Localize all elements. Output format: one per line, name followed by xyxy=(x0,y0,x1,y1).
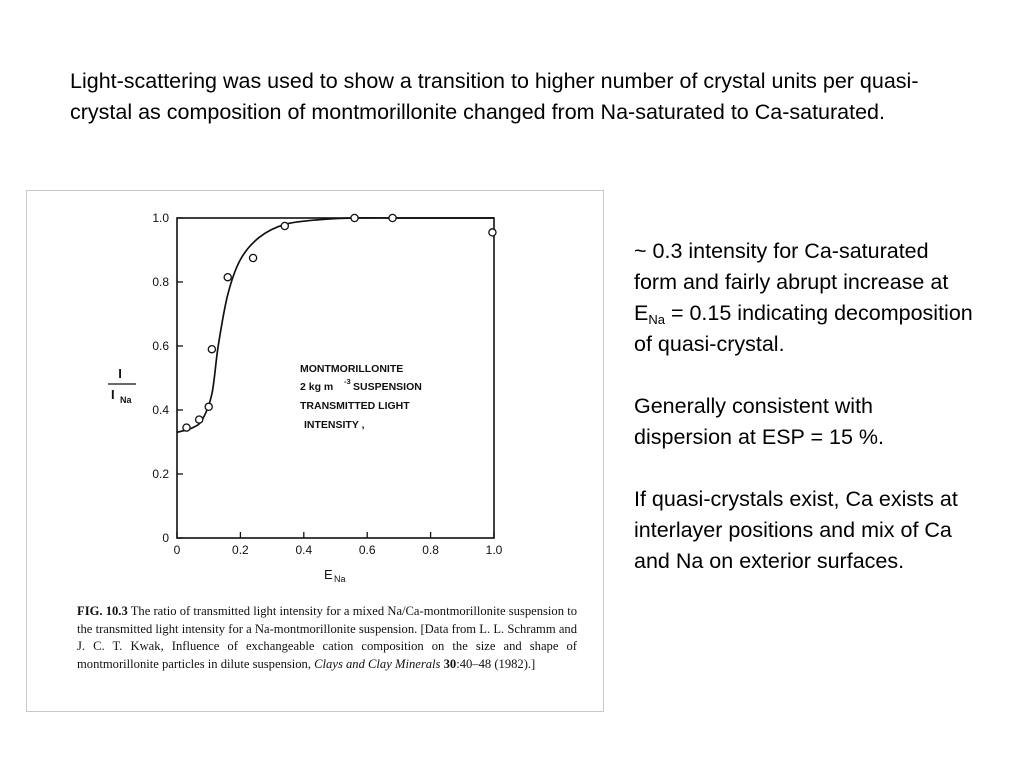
annotation-line: 2 kg m xyxy=(300,381,334,393)
data-point xyxy=(224,274,231,281)
caption-text-1: The ratio of transmitted light intensity for a mixed Na/Ca-montmorillonite suspension to the transmitted light intensity for a Na-montmorillonite suspension. [Data from L. L. Schramm and J. C. T. Kwak, Influence of exchangeable cation composition on the size and shape of montmorillonite particles in dilute suspension, xyxy=(77,604,577,671)
x-tick-label: 1.0 xyxy=(485,543,503,557)
x-tick-label: 0.6 xyxy=(358,543,376,557)
x-axis-label-subscript: Na xyxy=(334,574,346,584)
data-point xyxy=(205,403,212,410)
chart-axes xyxy=(177,218,494,538)
scanned-figure xyxy=(26,190,604,712)
annotation-line: SUSPENSION xyxy=(353,381,422,393)
y-tick-label: 1.0 xyxy=(152,211,169,225)
data-point xyxy=(281,222,288,229)
chart-points-layer xyxy=(183,214,496,431)
y-tick-label: 0.8 xyxy=(152,275,169,289)
y-tick-label: 0.4 xyxy=(152,403,169,417)
data-point xyxy=(489,229,496,236)
notes-panel xyxy=(634,236,974,608)
note-paragraph-1 xyxy=(634,236,974,360)
data-point xyxy=(389,214,396,221)
y-tick-label: 0.6 xyxy=(152,339,169,353)
y-tick-label: 0 xyxy=(162,531,169,545)
data-point xyxy=(196,416,203,423)
data-point xyxy=(351,214,358,221)
y-label-numerator: I xyxy=(118,366,122,381)
intro-paragraph: Light-scattering was used to show a transition to higher number of crystal units per quasi-crystal as composition of montmorillonite changed from Na-saturated to Ca-saturated. xyxy=(70,69,919,124)
data-point xyxy=(249,254,256,261)
caption-journal: Clays and Clay Minerals xyxy=(314,656,441,671)
plot-frame xyxy=(177,218,494,538)
note-paragraph-3: If quasi-crystals exist, Ca exists at interlayer positions and mix of Ca and Na on exterior surfaces. xyxy=(634,487,958,573)
y-tick-label: 0.2 xyxy=(152,467,169,481)
chart-annotation xyxy=(300,363,422,431)
data-point xyxy=(208,346,215,353)
y-label-denominator-subscript: Na xyxy=(120,395,132,405)
data-point xyxy=(183,424,190,431)
annotation-superscript: -3 xyxy=(344,377,351,386)
annotation-line: MONTMORILLONITE xyxy=(300,363,404,375)
note-1-text-b: = 0.15 indicating decomposition of quasi-crystal. xyxy=(634,301,973,356)
x-tick-label: 0 xyxy=(173,543,181,557)
x-tick-label: 0.2 xyxy=(232,543,249,557)
y-label-denominator: I xyxy=(111,387,115,402)
x-axis-label: E xyxy=(324,567,333,582)
x-tick-label: 0.4 xyxy=(295,543,313,557)
caption-volume: 30 xyxy=(440,656,457,671)
note-paragraph-2: Generally consistent with dispersion at ESP = 15 %. xyxy=(634,394,884,449)
note-1-text-a: ~ 0.3 intensity for Ca-saturated form and fairly abrupt increase at E xyxy=(634,239,949,325)
note-1-subscript: Na xyxy=(648,312,665,327)
caption-text-2: :40–48 (1982).] xyxy=(456,656,536,671)
figure-number: FIG. 10.3 xyxy=(77,604,128,618)
figure-caption xyxy=(77,603,577,673)
annotation-line: TRANSMITTED LIGHT xyxy=(300,400,410,412)
annotation-line: INTENSITY , xyxy=(304,419,365,431)
x-tick-label: 0.8 xyxy=(422,543,439,557)
